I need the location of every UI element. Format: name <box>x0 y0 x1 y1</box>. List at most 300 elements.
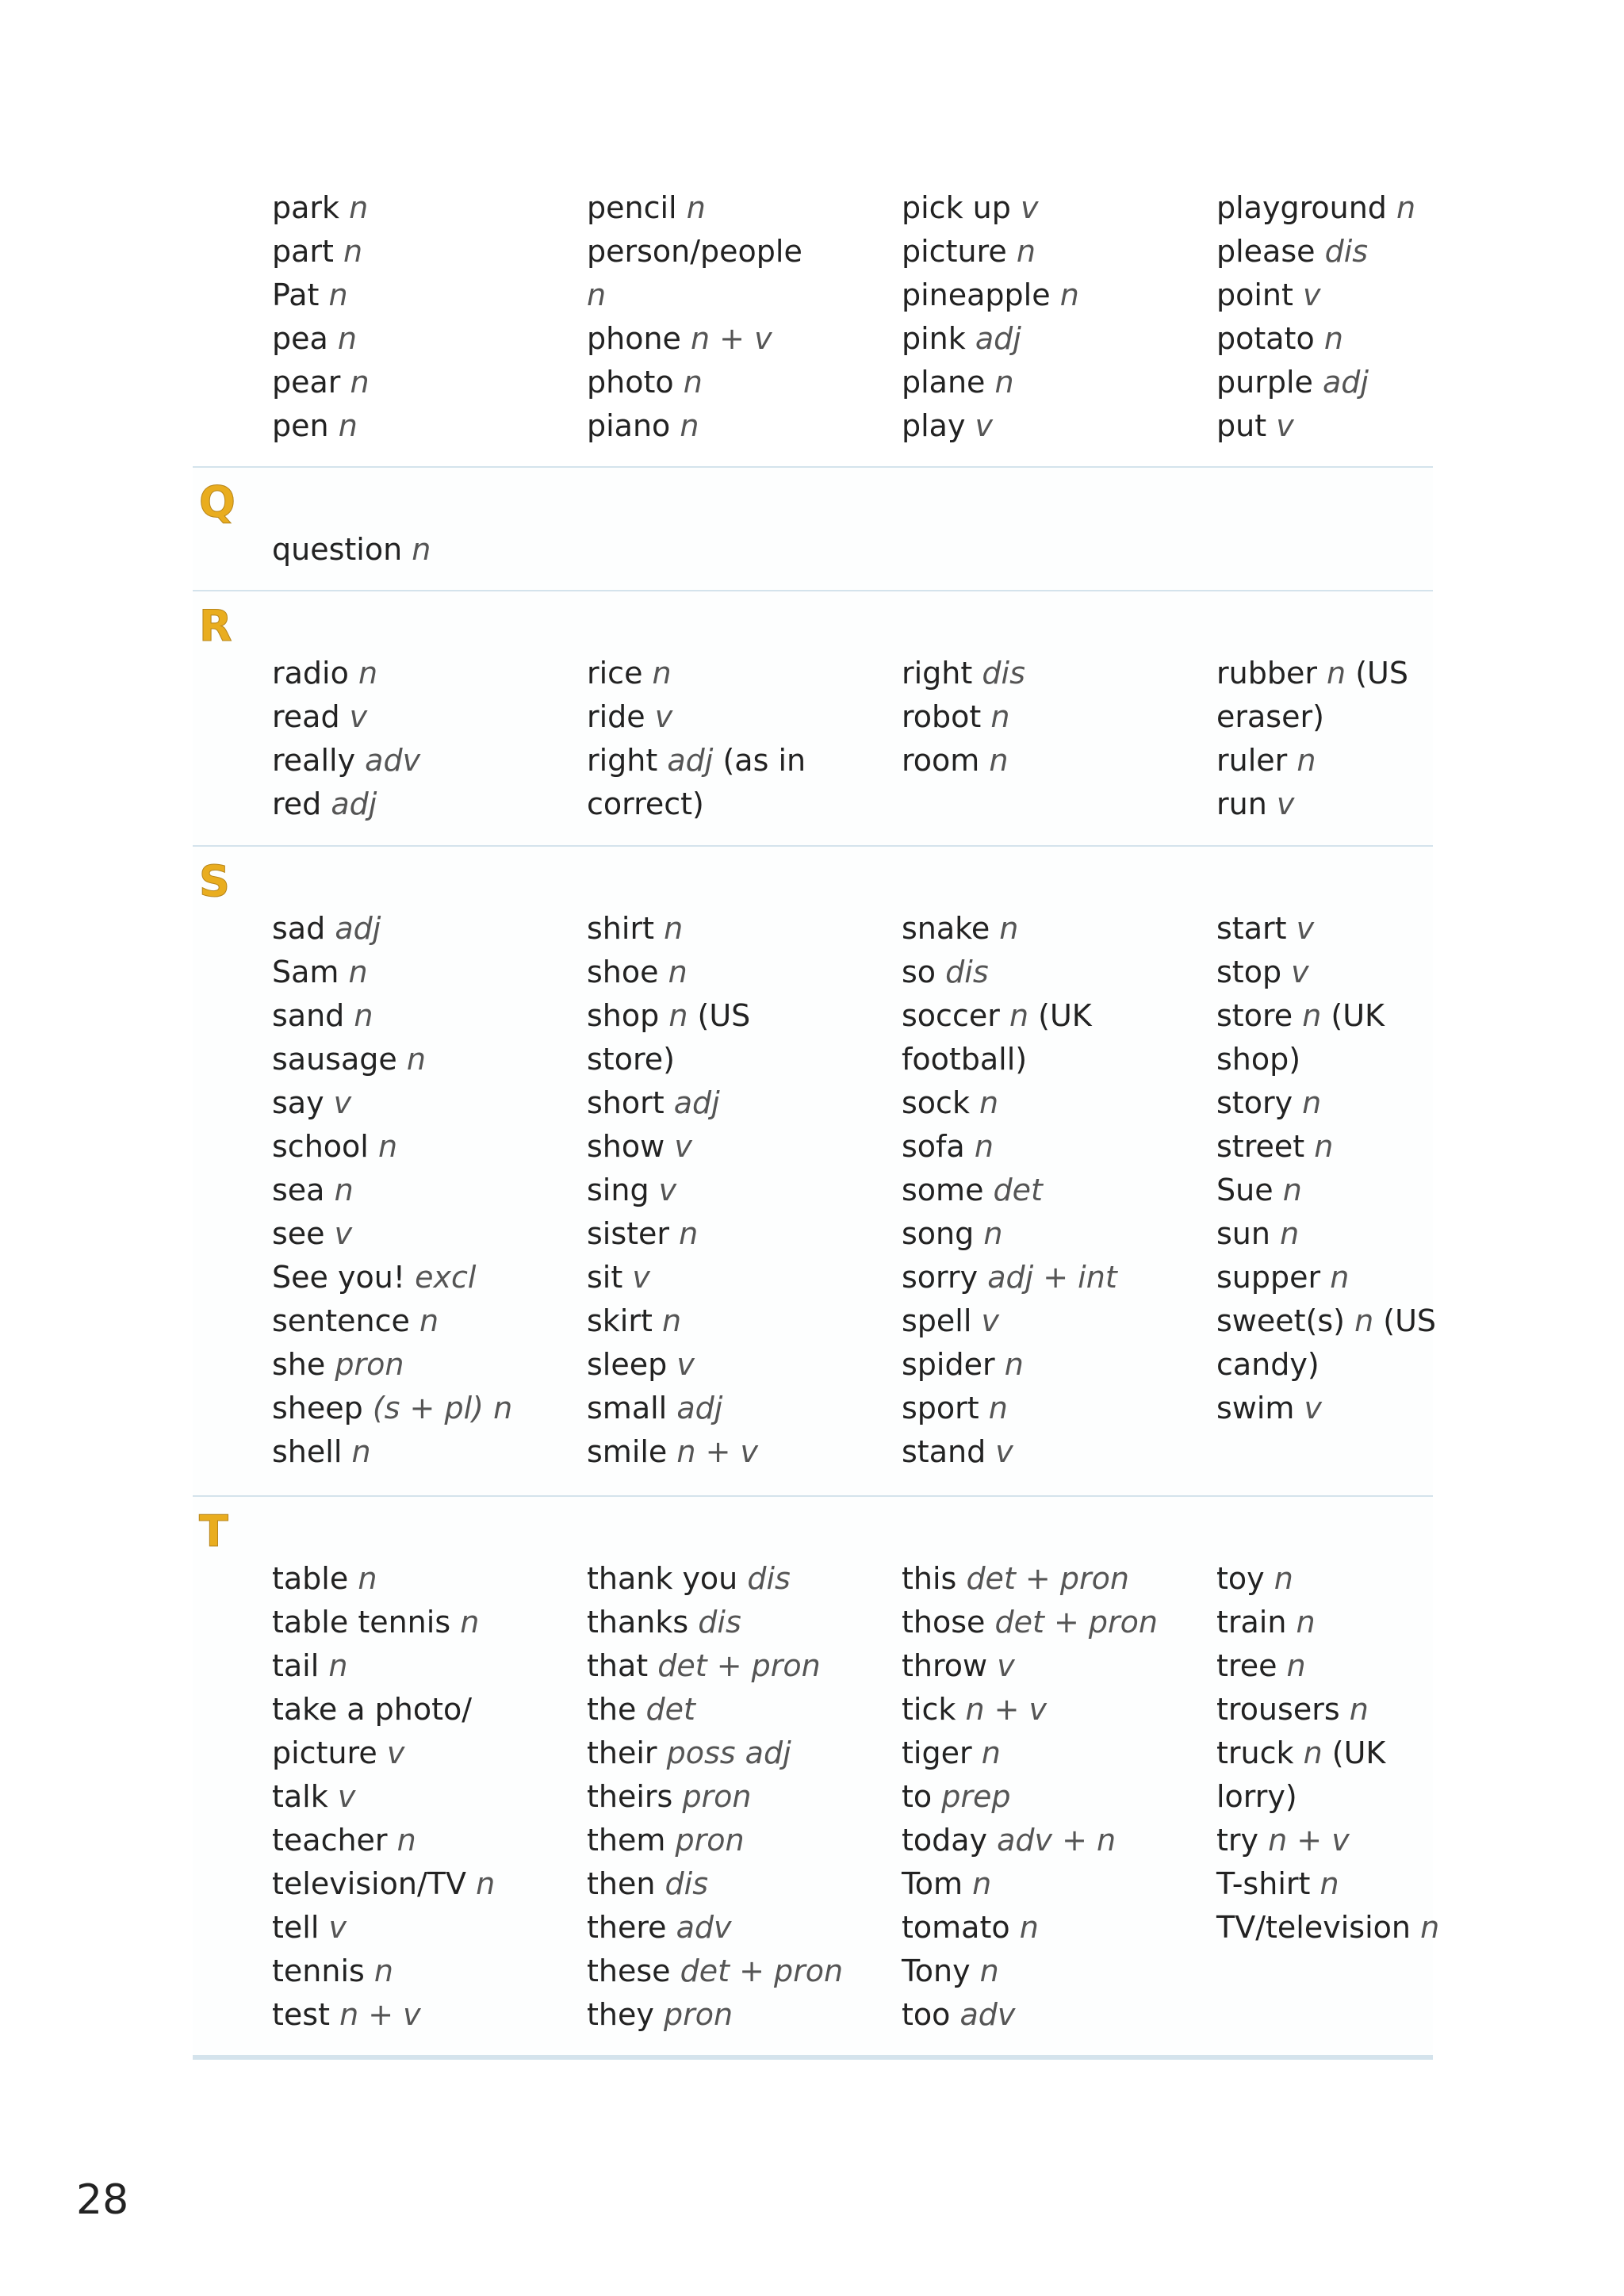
headword: Tom <box>902 1866 963 1901</box>
word-entry <box>1216 1688 1526 1732</box>
headword: tick <box>902 1692 956 1727</box>
variant-note: (as in <box>722 743 806 778</box>
part-of-speech: n <box>979 1085 999 1120</box>
word-entry <box>272 907 581 951</box>
word-entry <box>902 1169 1211 1212</box>
headword: table <box>272 1561 349 1596</box>
headword: tennis <box>272 1954 365 1988</box>
word-entry <box>1216 1775 1526 1819</box>
word-column <box>902 1557 1211 2037</box>
part-of-speech: det <box>645 1692 695 1727</box>
word-entry <box>272 1125 581 1169</box>
section-letter: R <box>199 601 232 651</box>
word-column <box>587 907 896 1474</box>
part-of-speech: n <box>460 1605 480 1640</box>
headword: show <box>587 1129 665 1164</box>
headword: those <box>902 1605 986 1640</box>
headword: song <box>902 1216 975 1251</box>
word-entry <box>587 230 896 274</box>
part-of-speech: n <box>1274 1561 1293 1596</box>
word-entry <box>587 1081 896 1125</box>
headword: photo <box>587 365 674 400</box>
part-of-speech: n <box>1303 1735 1323 1770</box>
headword: tiger <box>902 1735 972 1770</box>
word-entry <box>902 1906 1211 1950</box>
word-entry <box>1216 1256 1526 1299</box>
headword: throw <box>902 1648 988 1683</box>
part-of-speech: dis <box>747 1561 791 1596</box>
word-entry <box>1216 1601 1526 1644</box>
word-entry <box>587 739 896 783</box>
word-entry <box>587 1644 896 1688</box>
word-entry <box>587 907 896 951</box>
word-entry <box>1216 1906 1526 1950</box>
headword: run <box>1216 786 1267 821</box>
word-entry <box>1216 1299 1526 1343</box>
headword: pencil <box>587 190 677 225</box>
headword: sit <box>587 1260 623 1295</box>
part-of-speech: n <box>990 699 1010 734</box>
part-of-speech: n <box>994 365 1014 400</box>
word-column <box>587 652 896 826</box>
headword: sweet(s) <box>1216 1303 1345 1338</box>
headword: shirt <box>587 911 654 946</box>
part-of-speech: n <box>999 911 1019 946</box>
part-of-speech: n <box>476 1866 496 1901</box>
part-of-speech: v <box>333 1085 352 1120</box>
part-of-speech: adj <box>975 321 1021 356</box>
word-entry <box>902 1601 1211 1644</box>
part-of-speech: adj <box>1322 365 1369 400</box>
word-entry <box>1216 1862 1526 1906</box>
part-of-speech: det + pron <box>966 1561 1129 1596</box>
part-of-speech: n <box>348 955 368 989</box>
headword: right <box>587 743 658 778</box>
headword: football) <box>902 1042 1028 1077</box>
word-column <box>902 907 1211 1474</box>
word-entry <box>587 1343 896 1387</box>
part-of-speech: n <box>1286 1648 1306 1683</box>
headword: sleep <box>587 1347 668 1382</box>
word-entry <box>1216 361 1526 404</box>
headword: play <box>902 408 966 443</box>
headword: Tony <box>902 1954 971 1988</box>
part-of-speech: n <box>377 1129 398 1164</box>
word-entry <box>1216 695 1526 739</box>
word-entry <box>587 1950 896 1993</box>
word-column <box>1216 652 1526 826</box>
headword: sheep <box>272 1391 363 1425</box>
word-entry <box>1216 1038 1526 1081</box>
headword: room <box>902 743 980 778</box>
headword: supper <box>1216 1260 1321 1295</box>
part-of-speech: dis <box>698 1605 741 1640</box>
word-entry <box>902 317 1211 361</box>
part-of-speech: n <box>328 1648 348 1683</box>
headword: pineapple <box>902 277 1051 312</box>
variant-note: (US <box>1355 656 1408 691</box>
headword: sun <box>1216 1216 1270 1251</box>
part-of-speech: adj <box>667 743 714 778</box>
part-of-speech: det + pron <box>994 1605 1158 1640</box>
word-entry <box>587 1212 896 1256</box>
headword: too <box>902 1997 951 2032</box>
part-of-speech: n <box>412 532 431 567</box>
word-entry <box>587 1819 896 1862</box>
word-entry <box>272 317 581 361</box>
part-of-speech: n + v <box>676 1434 758 1469</box>
part-of-speech: v <box>328 1910 347 1945</box>
word-entry <box>272 1775 581 1819</box>
part-of-speech: adj <box>673 1085 720 1120</box>
word-entry <box>902 1557 1211 1601</box>
headword: them <box>587 1823 666 1858</box>
section-divider <box>193 2055 1433 2060</box>
headword: question <box>272 532 403 567</box>
section-letter: T <box>199 1506 228 1556</box>
headword: take a photo/ <box>272 1692 473 1727</box>
part-of-speech: v <box>1291 955 1309 989</box>
part-of-speech: det + pron <box>657 1648 821 1683</box>
word-entry <box>902 361 1211 404</box>
word-entry <box>1216 951 1526 994</box>
word-entry <box>272 1256 581 1299</box>
word-entry <box>272 951 581 994</box>
headword: tail <box>272 1648 320 1683</box>
word-entry <box>272 1343 581 1387</box>
word-entry <box>902 1644 1211 1688</box>
part-of-speech: v <box>981 1303 1000 1338</box>
headword: swim <box>1216 1391 1295 1425</box>
word-entry <box>587 1993 896 2037</box>
word-entry <box>1216 1387 1526 1430</box>
word-entry <box>587 1169 896 1212</box>
part-of-speech: n <box>337 321 357 356</box>
headword: part <box>272 234 334 269</box>
part-of-speech: n + v <box>965 1692 1048 1727</box>
word-column <box>272 652 581 826</box>
headword: sentence <box>272 1303 410 1338</box>
headword: then <box>587 1866 656 1901</box>
word-entry <box>272 994 581 1038</box>
headword: sister <box>587 1216 670 1251</box>
headword: tomato <box>902 1910 1010 1945</box>
word-entry <box>272 1819 581 1862</box>
word-entry <box>272 528 581 572</box>
word-entry <box>272 1212 581 1256</box>
headword: today <box>902 1823 988 1858</box>
word-entry <box>902 404 1211 448</box>
headword: thanks <box>587 1605 689 1640</box>
headword: train <box>1216 1605 1287 1640</box>
part-of-speech: v <box>349 699 368 734</box>
headword: rice <box>587 656 643 691</box>
variant-note: (US <box>1383 1303 1437 1338</box>
part-of-speech: n <box>1323 321 1343 356</box>
word-entry <box>587 1862 896 1906</box>
word-entry <box>272 1993 581 2037</box>
part-of-speech: adv <box>959 1997 1016 2032</box>
headword: sand <box>272 998 345 1033</box>
headword: story <box>1216 1085 1293 1120</box>
headword: street <box>1216 1129 1305 1164</box>
word-column <box>272 907 581 1474</box>
part-of-speech: n <box>1327 656 1346 691</box>
part-of-speech: n <box>328 277 348 312</box>
part-of-speech: adv <box>365 743 421 778</box>
word-entry <box>587 1601 896 1644</box>
headword: pea <box>272 321 328 356</box>
word-entry <box>272 1430 581 1474</box>
headword: picture <box>902 234 1007 269</box>
headword: candy) <box>1216 1347 1320 1382</box>
word-entry <box>1216 404 1526 448</box>
variant-note: (UK <box>1331 1735 1386 1770</box>
part-of-speech: n <box>1059 277 1079 312</box>
section-letter: S <box>199 856 230 906</box>
word-entry <box>587 994 896 1038</box>
part-of-speech: n <box>974 1129 994 1164</box>
part-of-speech: adj <box>335 911 381 946</box>
part-of-speech: v <box>1020 190 1039 225</box>
word-entry <box>1216 1557 1526 1601</box>
part-of-speech: v <box>632 1260 650 1295</box>
word-entry <box>587 274 896 317</box>
headword: sea <box>272 1173 325 1207</box>
word-entry <box>902 274 1211 317</box>
word-entry <box>1216 994 1526 1038</box>
part-of-speech: v <box>386 1735 405 1770</box>
headword: so <box>902 955 936 989</box>
part-of-speech: n <box>1009 998 1029 1033</box>
word-entry <box>272 1169 581 1212</box>
part-of-speech: n <box>1330 1260 1350 1295</box>
word-entry <box>272 1906 581 1950</box>
word-entry <box>1216 1343 1526 1387</box>
word-entry <box>902 1256 1211 1299</box>
word-column <box>272 186 581 448</box>
word-entry <box>587 186 896 230</box>
word-column <box>902 186 1211 448</box>
word-entry <box>902 1775 1211 1819</box>
part-of-speech: n <box>1314 1129 1334 1164</box>
headword: tree <box>1216 1648 1277 1683</box>
word-entry <box>587 1775 896 1819</box>
word-entry <box>587 317 896 361</box>
part-of-speech: v <box>1304 1391 1323 1425</box>
headword: purple <box>1216 365 1313 400</box>
word-entry <box>272 1688 581 1732</box>
headword: school <box>272 1129 369 1164</box>
headword: playground <box>1216 190 1387 225</box>
headword: spider <box>902 1347 995 1382</box>
headword: robot <box>902 699 982 734</box>
word-entry <box>587 1557 896 1601</box>
word-entry <box>587 1299 896 1343</box>
headword: teacher <box>272 1823 388 1858</box>
part-of-speech: n + v <box>1268 1823 1350 1858</box>
headword: piano <box>587 408 671 443</box>
part-of-speech: n <box>349 190 369 225</box>
headword: radio <box>272 656 349 691</box>
headword: park <box>272 190 340 225</box>
word-entry <box>272 783 581 826</box>
headword: Pat <box>272 277 320 312</box>
part-of-speech: adj <box>331 786 377 821</box>
headword: stand <box>902 1434 986 1469</box>
word-column <box>587 1557 896 2037</box>
part-of-speech: n <box>661 1303 682 1338</box>
variant-note: (US <box>697 998 751 1033</box>
headword: table tennis <box>272 1605 451 1640</box>
headword: store) <box>587 1042 675 1077</box>
word-entry <box>587 1430 896 1474</box>
part-of-speech: n <box>988 1391 1008 1425</box>
part-of-speech: v <box>995 1434 1013 1469</box>
word-entry <box>272 361 581 404</box>
word-entry <box>587 1732 896 1775</box>
headword: correct) <box>587 786 704 821</box>
part-of-speech: n <box>350 365 370 400</box>
part-of-speech: (s + pl) n <box>372 1391 513 1425</box>
headword: sad <box>272 911 326 946</box>
headword: store <box>1216 998 1293 1033</box>
headword: plane <box>902 365 986 400</box>
headword: there <box>587 1910 667 1945</box>
word-entry <box>272 1038 581 1081</box>
word-entry <box>1216 186 1526 230</box>
word-entry <box>1216 230 1526 274</box>
part-of-speech: n <box>686 190 706 225</box>
word-entry <box>902 994 1211 1038</box>
headword: these <box>587 1954 671 1988</box>
headword: test <box>272 1997 330 2032</box>
word-entry <box>272 230 581 274</box>
word-column <box>272 528 581 572</box>
headword: sing <box>587 1173 649 1207</box>
headword: this <box>902 1561 957 1596</box>
headword: point <box>1216 277 1293 312</box>
word-entry <box>272 652 581 695</box>
section-r <box>193 591 1433 847</box>
headword: really <box>272 743 356 778</box>
part-of-speech: n <box>983 1216 1003 1251</box>
word-entry <box>902 1430 1211 1474</box>
part-of-speech: n <box>652 656 672 691</box>
headword: truck <box>1216 1735 1294 1770</box>
headword: read <box>272 699 340 734</box>
part-of-speech: n <box>354 998 373 1033</box>
word-entry <box>902 186 1211 230</box>
part-of-speech: adj <box>676 1391 723 1425</box>
word-entry <box>902 695 1211 739</box>
word-entry <box>902 1081 1211 1125</box>
word-entry <box>1216 1212 1526 1256</box>
part-of-speech: n <box>1420 1910 1440 1945</box>
headword: right <box>902 656 973 691</box>
part-of-speech: v <box>334 1216 353 1251</box>
headword: rubber <box>1216 656 1317 691</box>
word-entry <box>902 652 1211 695</box>
part-of-speech: pron <box>682 1779 752 1814</box>
headword: snake <box>902 911 990 946</box>
word-entry <box>272 186 581 230</box>
part-of-speech: adj + int <box>987 1260 1117 1295</box>
part-of-speech: dis <box>982 656 1025 691</box>
part-of-speech: n + v <box>339 1997 421 2032</box>
part-of-speech: n <box>979 1954 999 1988</box>
headword: some <box>902 1173 984 1207</box>
word-entry <box>1216 907 1526 951</box>
part-of-speech: pron <box>335 1347 404 1382</box>
word-entry <box>1216 1169 1526 1212</box>
word-entry <box>587 1038 896 1081</box>
part-of-speech: n <box>358 1561 377 1596</box>
part-of-speech: v <box>674 1129 692 1164</box>
part-of-speech: adv <box>676 1910 732 1945</box>
part-of-speech: n <box>1302 1085 1322 1120</box>
variant-note: (UK <box>1331 998 1385 1033</box>
part-of-speech: n <box>680 408 699 443</box>
part-of-speech: n <box>1280 1216 1300 1251</box>
word-entry <box>272 739 581 783</box>
headword: shell <box>272 1434 343 1469</box>
part-of-speech: prep <box>941 1779 1011 1814</box>
headword: to <box>902 1779 933 1814</box>
headword: the <box>587 1692 637 1727</box>
headword: eraser) <box>1216 699 1324 734</box>
headword: they <box>587 1997 654 2032</box>
headword: potato <box>1216 321 1315 356</box>
word-entry <box>1216 1081 1526 1125</box>
part-of-speech: n <box>1016 234 1036 269</box>
word-column <box>902 652 1211 783</box>
headword: television/TV <box>272 1866 466 1901</box>
part-of-speech: n <box>1296 1605 1316 1640</box>
headword: ruler <box>1216 743 1288 778</box>
word-entry <box>902 1387 1211 1430</box>
part-of-speech: n <box>1297 743 1316 778</box>
headword: TV/television <box>1216 1910 1411 1945</box>
section-p <box>193 186 1433 468</box>
headword: pink <box>902 321 966 356</box>
word-entry <box>1216 1819 1526 1862</box>
headword: shop) <box>1216 1042 1301 1077</box>
part-of-speech: v <box>658 1173 677 1207</box>
word-entry <box>272 695 581 739</box>
section-q <box>193 468 1433 591</box>
part-of-speech: n <box>668 955 688 989</box>
headword: ride <box>587 699 645 734</box>
part-of-speech: poss adj <box>666 1735 791 1770</box>
headword: talk <box>272 1779 328 1814</box>
page-number: 28 <box>76 2176 129 2224</box>
word-entry <box>587 951 896 994</box>
headword: their <box>587 1735 657 1770</box>
word-entry <box>272 1862 581 1906</box>
headword: T-shirt <box>1216 1866 1311 1901</box>
word-entry <box>587 404 896 448</box>
part-of-speech: v <box>997 1648 1015 1683</box>
headword: shop <box>587 998 660 1033</box>
part-of-speech: dis <box>945 955 989 989</box>
headword: person/people <box>587 234 802 269</box>
word-entry <box>902 739 1211 783</box>
word-entry <box>902 1688 1211 1732</box>
part-of-speech: n <box>1349 1692 1369 1727</box>
word-entry <box>1216 1644 1526 1688</box>
headword: pick up <box>902 190 1011 225</box>
